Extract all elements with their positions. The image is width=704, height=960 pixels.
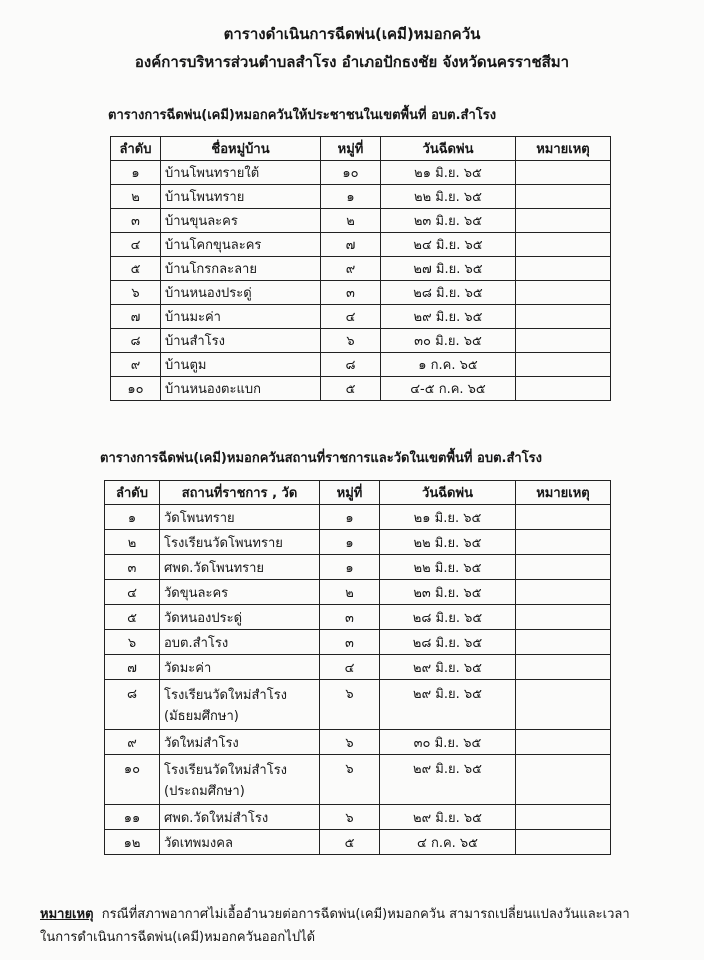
table-row — [111, 233, 611, 257]
row-date: ๒๓ มิ.ย. ๖๕ — [380, 580, 516, 605]
row-remark — [516, 233, 611, 257]
row-village: บ้านสำโรง — [161, 329, 321, 353]
row-order: ๗ — [111, 305, 161, 329]
row-place-name: วัดขุนละคร — [164, 585, 229, 601]
row-remark — [516, 209, 611, 233]
row-date: ๔ ก.ค. ๖๕ — [380, 830, 516, 855]
row-date: ๒๘ มิ.ย. ๖๕ — [381, 281, 516, 305]
table-row — [105, 830, 611, 855]
row-village: บ้านหนองประดู่ — [161, 281, 321, 305]
row-moo: ๑ — [320, 555, 380, 580]
row-order: ๗ — [105, 655, 160, 680]
row-moo: ๓ — [320, 630, 380, 655]
table-row — [105, 730, 611, 755]
row-moo: ๖ — [320, 805, 380, 830]
row-village: บ้านโพนทรายใต้ — [161, 161, 321, 185]
table-row — [105, 755, 611, 805]
row-remark — [516, 305, 611, 329]
row-remark — [516, 505, 611, 530]
row-remark — [516, 555, 611, 580]
row-moo: ๖ — [320, 730, 380, 755]
table-row — [105, 655, 611, 680]
row-village: บ้านหนองตะแบก — [161, 377, 321, 401]
row-date: ๒๙ มิ.ย. ๖๕ — [380, 680, 516, 730]
col-header-remark: หมายเหตุ — [516, 481, 611, 505]
row-place — [160, 805, 320, 830]
row-moo: ๔ — [320, 655, 380, 680]
row-place — [160, 830, 320, 855]
row-date: ๔-๕ ก.ค. ๖๕ — [381, 377, 516, 401]
row-moo: ๙ — [321, 257, 381, 281]
row-moo: ๗ — [321, 233, 381, 257]
row-order: ๑๐ — [111, 377, 161, 401]
table2-title: ตารางการฉีดพ่น(เคมี)หมอกควันสถานที่ราชการและวัดในเขตพื้นที่ อบต.สำโรง — [100, 451, 543, 466]
row-date: ๑ ก.ค. ๖๕ — [381, 353, 516, 377]
table-row — [111, 281, 611, 305]
agency-spray-table — [104, 480, 611, 855]
row-remark — [516, 580, 611, 605]
remark-label: หมายเหตุ — [40, 907, 94, 922]
row-place-name: วัดมะค่า — [164, 660, 212, 676]
row-date: ๒๒ มิ.ย. ๖๕ — [380, 530, 516, 555]
row-moo: ๒ — [320, 580, 380, 605]
row-place-name: ศพด.วัดใหม่สำโรง — [164, 810, 269, 826]
row-moo: ๖ — [320, 755, 380, 805]
remark-note — [40, 903, 680, 949]
row-village: บ้านโกรกละลาย — [161, 257, 321, 281]
row-place — [160, 630, 320, 655]
row-order: ๑๑ — [105, 805, 160, 830]
row-place — [160, 755, 320, 805]
table-row — [105, 805, 611, 830]
row-remark — [516, 755, 611, 805]
row-date: ๓๐ มิ.ย. ๖๕ — [381, 329, 516, 353]
row-remark — [516, 530, 611, 555]
row-place-name: วัดหนองประดู่ — [164, 610, 243, 626]
table-row — [111, 377, 611, 401]
row-place — [160, 580, 320, 605]
village-spray-table — [110, 136, 611, 401]
row-order: ๒ — [111, 185, 161, 209]
row-village: บ้านโพนทราย — [161, 185, 321, 209]
row-moo: ๓ — [321, 281, 381, 305]
row-moo: ๑ — [320, 530, 380, 555]
row-place-name: โรงเรียนวัดใหม่สำโรง — [164, 687, 288, 703]
row-moo: ๘ — [321, 353, 381, 377]
row-place-name: โรงเรียนวัดโพนทราย — [164, 535, 283, 551]
row-place-name: วัดใหม่สำโรง — [164, 735, 239, 751]
row-remark — [516, 830, 611, 855]
table-row — [105, 630, 611, 655]
row-place — [160, 655, 320, 680]
row-place — [160, 605, 320, 630]
table-row — [111, 185, 611, 209]
row-place-name: โรงเรียนวัดใหม่สำโรง — [164, 762, 288, 778]
row-place — [160, 730, 320, 755]
row-remark — [516, 730, 611, 755]
row-order: ๑ — [111, 161, 161, 185]
row-date: ๒๙ มิ.ย. ๖๕ — [380, 655, 516, 680]
row-date: ๒๙ มิ.ย. ๖๕ — [381, 305, 516, 329]
row-date: ๓๐ มิ.ย. ๖๕ — [380, 730, 516, 755]
row-moo: ๕ — [321, 377, 381, 401]
row-remark — [516, 680, 611, 730]
col-header-moo: หมู่ที่ — [320, 481, 380, 505]
row-remark — [516, 329, 611, 353]
row-date: ๒๙ มิ.ย. ๖๕ — [380, 805, 516, 830]
row-place-name: ศพด.วัดโพนทราย — [164, 560, 265, 576]
row-moo: ๖ — [321, 329, 381, 353]
row-date: ๒๑ มิ.ย. ๖๕ — [381, 161, 516, 185]
row-order: ๘ — [111, 329, 161, 353]
row-moo: ๒ — [321, 209, 381, 233]
row-order: ๔ — [111, 233, 161, 257]
row-village: บ้านมะค่า — [161, 305, 321, 329]
row-moo: ๑๐ — [321, 161, 381, 185]
col-header-village: ชื่อหมู่บ้าน — [161, 137, 321, 161]
remark-line-1: กรณีที่สภาพอากาศไม่เอื้ออำนวยต่อการฉีดพ่น(เคมี)หมอกควัน สามารถเปลี่ยนแปลงวันและเวลา — [101, 907, 630, 922]
col-header-order: ลำดับ — [111, 137, 161, 161]
row-order: ๓ — [105, 555, 160, 580]
row-order: ๘ — [105, 680, 160, 730]
document-title: ตารางดำเนินการฉีดพ่น(เคมี)หมอกควัน — [223, 25, 481, 43]
row-order: ๒ — [105, 530, 160, 555]
row-village: บ้านโคกขุนละคร — [161, 233, 321, 257]
table-row — [111, 305, 611, 329]
row-order: ๓ — [111, 209, 161, 233]
table-row — [105, 680, 611, 730]
row-remark — [516, 281, 611, 305]
row-remark — [516, 161, 611, 185]
col-header-remark: หมายเหตุ — [516, 137, 611, 161]
col-header-moo: หมู่ที่ — [321, 137, 381, 161]
row-moo: ๖ — [320, 680, 380, 730]
col-header-order: ลำดับ — [105, 481, 160, 505]
row-place — [160, 555, 320, 580]
table-row — [111, 257, 611, 281]
row-remark — [516, 630, 611, 655]
table-row — [111, 353, 611, 377]
document-subtitle: องค์การบริหารส่วนตำบลสำโรง อำเภอปักธงชัย จังหวัดนครราชสีมา — [134, 53, 570, 71]
row-order: ๑๐ — [105, 755, 160, 805]
row-village: บ้านขุนละคร — [161, 209, 321, 233]
row-place-level: (มัธยมศึกษา) — [164, 708, 239, 724]
table-row — [105, 580, 611, 605]
table1-title: ตารางการฉีดพ่น(เคมี)หมอกควันให้ประชาชนในเขตพื้นที่ อบต.สำโรง — [108, 108, 497, 123]
row-remark — [516, 185, 611, 209]
row-order: ๖ — [111, 281, 161, 305]
col-header-date: วันฉีดพ่น — [380, 481, 516, 505]
row-order: ๕ — [111, 257, 161, 281]
row-remark — [516, 655, 611, 680]
row-moo: ๓ — [320, 605, 380, 630]
row-order: ๑ — [105, 505, 160, 530]
row-order: ๕ — [105, 605, 160, 630]
table-row — [111, 161, 611, 185]
row-remark — [516, 605, 611, 630]
row-place — [160, 680, 320, 730]
row-date: ๒๔ มิ.ย. ๖๕ — [381, 233, 516, 257]
row-place-name: วัดโพนทราย — [164, 510, 235, 526]
row-order: ๙ — [111, 353, 161, 377]
table-row — [111, 329, 611, 353]
row-order: ๙ — [105, 730, 160, 755]
row-date: ๒๘ มิ.ย. ๖๕ — [380, 630, 516, 655]
row-moo: ๑ — [320, 505, 380, 530]
table-row — [105, 530, 611, 555]
row-order: ๑๒ — [105, 830, 160, 855]
table-row — [111, 209, 611, 233]
row-date: ๒๒ มิ.ย. ๖๕ — [380, 555, 516, 580]
table-row — [105, 605, 611, 630]
row-order: ๔ — [105, 580, 160, 605]
row-date: ๒๓ มิ.ย. ๖๕ — [381, 209, 516, 233]
row-remark — [516, 805, 611, 830]
col-header-place: สถานที่ราชการ , วัด — [160, 481, 320, 505]
row-date: ๒๒ มิ.ย. ๖๕ — [381, 185, 516, 209]
row-date: ๒๗ มิ.ย. ๖๕ — [381, 257, 516, 281]
row-place-name: อบต.สำโรง — [164, 635, 229, 651]
row-moo: ๑ — [321, 185, 381, 209]
col-header-date: วันฉีดพ่น — [381, 137, 516, 161]
row-moo: ๔ — [321, 305, 381, 329]
table-row — [105, 505, 611, 530]
remark-line-2: ในการดำเนินการฉีดพ่น(เคมี)หมอกควันออกไปได้ — [40, 930, 316, 945]
row-date: ๒๑ มิ.ย. ๖๕ — [380, 505, 516, 530]
row-place-name: วัดเทพมงคล — [164, 835, 233, 851]
row-moo: ๕ — [320, 830, 380, 855]
row-village: บ้านตูม — [161, 353, 321, 377]
row-place — [160, 505, 320, 530]
row-date: ๒๘ มิ.ย. ๖๕ — [380, 605, 516, 630]
row-place-level: (ประถมศึกษา) — [164, 783, 245, 799]
row-date: ๒๙ มิ.ย. ๖๕ — [380, 755, 516, 805]
table-row — [105, 555, 611, 580]
row-place — [160, 530, 320, 555]
row-order: ๖ — [105, 630, 160, 655]
row-remark — [516, 353, 611, 377]
row-remark — [516, 377, 611, 401]
row-remark — [516, 257, 611, 281]
